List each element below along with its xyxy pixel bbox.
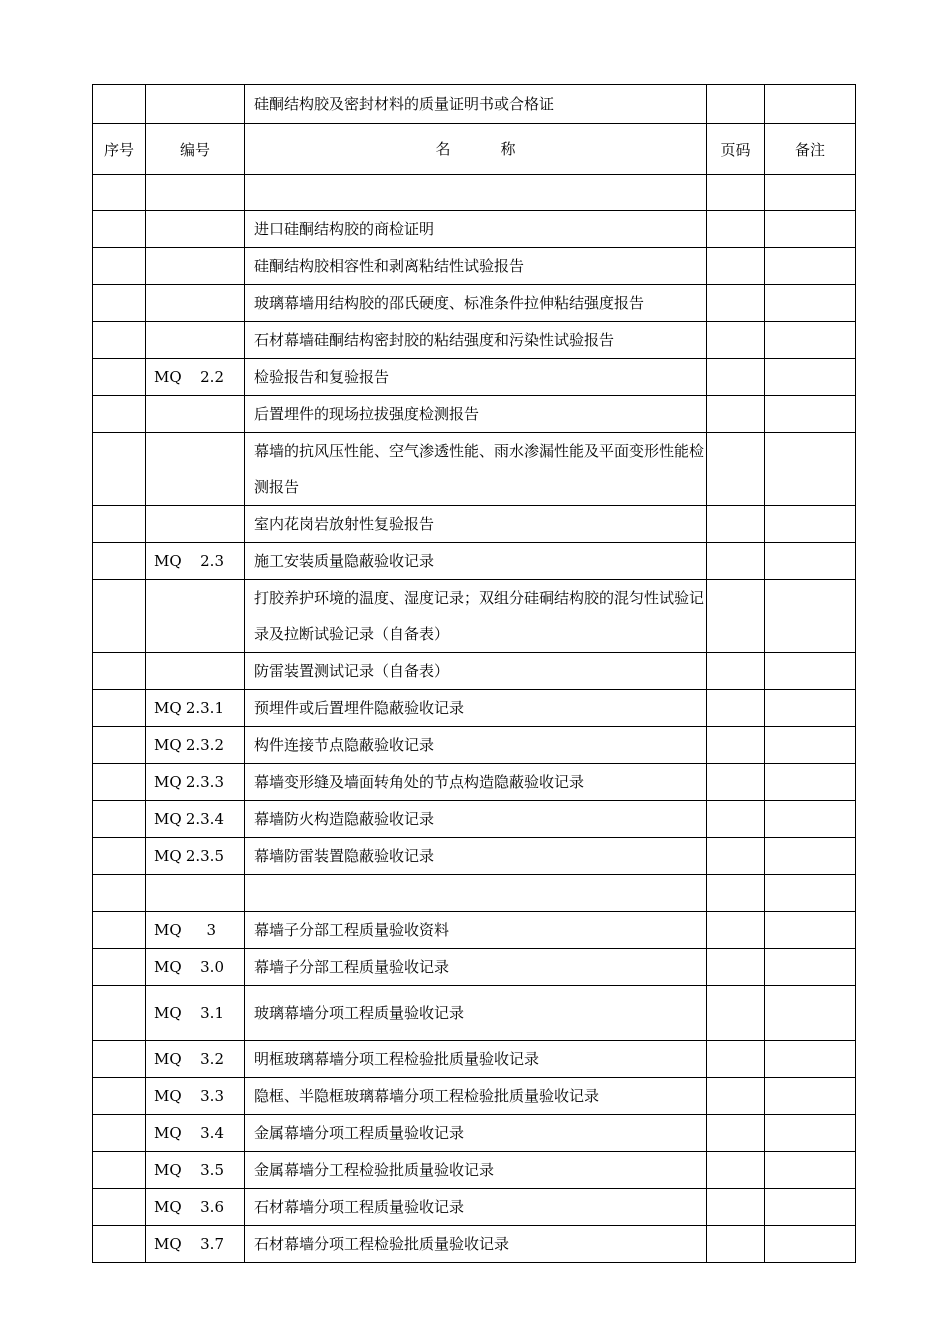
table-row bbox=[93, 653, 856, 690]
table-row bbox=[93, 1152, 856, 1189]
seq-cell bbox=[93, 85, 146, 124]
note-cell bbox=[765, 727, 856, 764]
code-wrap bbox=[154, 958, 224, 976]
table-row bbox=[93, 396, 856, 433]
note-cell bbox=[765, 396, 856, 433]
name-cell bbox=[245, 175, 707, 211]
header-name-right: 称 bbox=[500, 140, 516, 158]
code-wrap bbox=[154, 810, 224, 828]
seq-cell bbox=[93, 1152, 146, 1189]
code-prefix: MQ bbox=[154, 1198, 182, 1216]
code-cell bbox=[146, 727, 245, 764]
page-cell bbox=[707, 1226, 765, 1263]
page-cell bbox=[707, 506, 765, 543]
seq-cell bbox=[93, 1189, 146, 1226]
note-cell bbox=[765, 1189, 856, 1226]
code-cell bbox=[146, 690, 245, 727]
name-cell: 后置埋件的现场拉拔强度检测报告 bbox=[245, 396, 707, 433]
table-row bbox=[93, 543, 856, 580]
code-wrap bbox=[154, 921, 216, 939]
page-cell bbox=[707, 949, 765, 986]
header-name-left: 名 bbox=[435, 140, 451, 158]
name-cell: 检验报告和复验报告 bbox=[245, 359, 707, 396]
code-prefix: MQ bbox=[154, 552, 182, 570]
note-cell bbox=[765, 801, 856, 838]
page-cell bbox=[707, 85, 765, 124]
name-cell: 防雷装置测试记录（自备表） bbox=[245, 653, 707, 690]
code-cell bbox=[146, 1189, 245, 1226]
code-number: 3.5 bbox=[200, 1161, 224, 1179]
page-cell bbox=[707, 322, 765, 359]
code-wrap bbox=[154, 552, 224, 570]
code-number: 2.3.2 bbox=[185, 736, 224, 754]
table-row bbox=[93, 875, 856, 912]
code-cell bbox=[146, 1152, 245, 1189]
table-row bbox=[93, 690, 856, 727]
header-seq: 序号 bbox=[93, 124, 146, 175]
code-cell bbox=[146, 1078, 245, 1115]
code-prefix: MQ bbox=[154, 1050, 182, 1068]
note-cell bbox=[765, 690, 856, 727]
code-cell bbox=[146, 543, 245, 580]
seq-cell bbox=[93, 875, 146, 912]
page-cell bbox=[707, 764, 765, 801]
seq-cell bbox=[93, 986, 146, 1041]
code-prefix: MQ bbox=[154, 810, 182, 828]
code-wrap bbox=[154, 1198, 224, 1216]
name-cell: 幕墙防雷装置隐蔽验收记录 bbox=[245, 838, 707, 875]
table-row bbox=[93, 986, 856, 1041]
name-cell: 预埋件或后置埋件隐蔽验收记录 bbox=[245, 690, 707, 727]
seq-cell bbox=[93, 949, 146, 986]
code-number: 2.3 bbox=[200, 552, 224, 570]
header-page: 页码 bbox=[707, 124, 765, 175]
note-cell bbox=[765, 949, 856, 986]
seq-cell bbox=[93, 1078, 146, 1115]
table-row bbox=[93, 248, 856, 285]
code-prefix: MQ bbox=[154, 773, 182, 791]
code-wrap bbox=[154, 1124, 224, 1142]
table-row bbox=[93, 1041, 856, 1078]
name-cell: 明框玻璃幕墙分项工程检验批质量验收记录 bbox=[245, 1041, 707, 1078]
code-cell bbox=[146, 175, 245, 211]
code-cell bbox=[146, 875, 245, 912]
note-cell bbox=[765, 986, 856, 1041]
index-table-body bbox=[93, 85, 856, 1263]
table-row bbox=[93, 801, 856, 838]
name-cell: 石材幕墙分项工程检验批质量验收记录 bbox=[245, 1226, 707, 1263]
page-cell bbox=[707, 543, 765, 580]
note-cell bbox=[765, 764, 856, 801]
note-cell bbox=[765, 1041, 856, 1078]
table-row bbox=[93, 322, 856, 359]
note-cell bbox=[765, 912, 856, 949]
seq-cell bbox=[93, 1226, 146, 1263]
seq-cell bbox=[93, 653, 146, 690]
page-cell bbox=[707, 211, 765, 248]
name-cell: 隐框、半隐框玻璃幕墙分项工程检验批质量验收记录 bbox=[245, 1078, 707, 1115]
name-cell: 玻璃幕墙分项工程质量验收记录 bbox=[245, 986, 707, 1041]
page-cell bbox=[707, 580, 765, 653]
page-cell bbox=[707, 801, 765, 838]
name-cell: 幕墙的抗风压性能、空气渗透性能、雨水渗漏性能及平面变形性能检测报告 bbox=[245, 433, 707, 506]
code-prefix: MQ bbox=[154, 699, 182, 717]
seq-cell bbox=[93, 912, 146, 949]
table-row bbox=[93, 506, 856, 543]
code-prefix: MQ bbox=[154, 368, 182, 386]
table-row bbox=[93, 1226, 856, 1263]
code-number: 3.1 bbox=[200, 1004, 224, 1022]
note-cell bbox=[765, 543, 856, 580]
code-cell bbox=[146, 1115, 245, 1152]
code-number: 3.4 bbox=[200, 1124, 224, 1142]
code-cell bbox=[146, 285, 245, 322]
page-cell bbox=[707, 875, 765, 912]
code-prefix: MQ bbox=[154, 736, 182, 754]
page-cell bbox=[707, 396, 765, 433]
code-prefix: MQ bbox=[154, 958, 182, 976]
page-cell bbox=[707, 1189, 765, 1226]
name-cell: 幕墙子分部工程质量验收记录 bbox=[245, 949, 707, 986]
page-cell bbox=[707, 1152, 765, 1189]
table-row-top bbox=[93, 85, 856, 124]
page-cell bbox=[707, 986, 765, 1041]
seq-cell bbox=[93, 838, 146, 875]
code-number: 3.2 bbox=[200, 1050, 224, 1068]
name-cell: 幕墙变形缝及墙面转角处的节点构造隐蔽验收记录 bbox=[245, 764, 707, 801]
seq-cell bbox=[93, 1041, 146, 1078]
code-cell bbox=[146, 85, 245, 124]
note-cell bbox=[765, 506, 856, 543]
index-table bbox=[92, 84, 856, 1263]
seq-cell bbox=[93, 211, 146, 248]
page-cell bbox=[707, 433, 765, 506]
code-cell bbox=[146, 580, 245, 653]
code-cell bbox=[146, 912, 245, 949]
header-code: 编号 bbox=[146, 124, 245, 175]
seq-cell bbox=[93, 359, 146, 396]
code-prefix: MQ bbox=[154, 847, 182, 865]
table-row bbox=[93, 949, 856, 986]
table-row bbox=[93, 175, 856, 211]
code-number: 2.3.3 bbox=[185, 773, 224, 791]
code-prefix: MQ bbox=[154, 921, 182, 939]
table-row bbox=[93, 580, 856, 653]
header-name bbox=[245, 124, 707, 175]
code-number: 2.3.1 bbox=[185, 699, 224, 717]
code-cell bbox=[146, 1226, 245, 1263]
code-cell bbox=[146, 838, 245, 875]
header-note: 备注 bbox=[765, 124, 856, 175]
name-cell: 进口硅酮结构胶的商检证明 bbox=[245, 211, 707, 248]
note-cell bbox=[765, 433, 856, 506]
note-cell bbox=[765, 359, 856, 396]
code-number: 2.3.5 bbox=[185, 847, 224, 865]
seq-cell bbox=[93, 1115, 146, 1152]
code-number: 3.7 bbox=[200, 1235, 224, 1253]
seq-cell bbox=[93, 248, 146, 285]
page-cell bbox=[707, 1115, 765, 1152]
table-row bbox=[93, 211, 856, 248]
note-cell bbox=[765, 875, 856, 912]
code-wrap bbox=[154, 1161, 224, 1179]
name-cell: 幕墙防火构造隐蔽验收记录 bbox=[245, 801, 707, 838]
seq-cell bbox=[93, 175, 146, 211]
seq-cell bbox=[93, 322, 146, 359]
code-prefix: MQ bbox=[154, 1004, 182, 1022]
seq-cell bbox=[93, 727, 146, 764]
note-cell bbox=[765, 1226, 856, 1263]
page-cell bbox=[707, 285, 765, 322]
name-cell: 石材幕墙分项工程质量验收记录 bbox=[245, 1189, 707, 1226]
note-cell bbox=[765, 838, 856, 875]
page-cell bbox=[707, 912, 765, 949]
name-cell: 构件连接节点隐蔽验收记录 bbox=[245, 727, 707, 764]
note-cell bbox=[765, 322, 856, 359]
name-cell: 施工安装质量隐蔽验收记录 bbox=[245, 543, 707, 580]
page-cell bbox=[707, 838, 765, 875]
code-prefix: MQ bbox=[154, 1124, 182, 1142]
name-cell: 金属幕墙分工程检验批质量验收记录 bbox=[245, 1152, 707, 1189]
seq-cell bbox=[93, 764, 146, 801]
name-cell: 金属幕墙分项工程质量验收记录 bbox=[245, 1115, 707, 1152]
name-cell: 打胶养护环境的温度、湿度记录；双组分硅硐结构胶的混匀性试验记录及拉断试验记录（自备表） bbox=[245, 580, 707, 653]
code-prefix: MQ bbox=[154, 1161, 182, 1179]
code-cell bbox=[146, 211, 245, 248]
seq-cell bbox=[93, 690, 146, 727]
code-wrap bbox=[154, 1235, 224, 1253]
note-cell bbox=[765, 248, 856, 285]
code-cell bbox=[146, 506, 245, 543]
name-cell: 玻璃幕墙用结构胶的邵氏硬度、标准条件拉伸粘结强度报告 bbox=[245, 285, 707, 322]
page-cell bbox=[707, 175, 765, 211]
page-cell bbox=[707, 690, 765, 727]
note-cell bbox=[765, 85, 856, 124]
name-cell: 石材幕墙硅酮结构密封胶的粘结强度和污染性试验报告 bbox=[245, 322, 707, 359]
code-cell bbox=[146, 396, 245, 433]
seq-cell bbox=[93, 801, 146, 838]
note-cell bbox=[765, 285, 856, 322]
note-cell bbox=[765, 1152, 856, 1189]
page-cell bbox=[707, 653, 765, 690]
seq-cell bbox=[93, 396, 146, 433]
code-number: 2.2 bbox=[200, 368, 224, 386]
note-cell bbox=[765, 175, 856, 211]
code-wrap bbox=[154, 368, 224, 386]
code-cell bbox=[146, 949, 245, 986]
code-cell bbox=[146, 986, 245, 1041]
code-wrap bbox=[154, 847, 224, 865]
code-cell bbox=[146, 801, 245, 838]
table-row bbox=[93, 838, 856, 875]
note-cell bbox=[765, 1078, 856, 1115]
name-cell bbox=[245, 875, 707, 912]
code-cell bbox=[146, 1041, 245, 1078]
page-cell bbox=[707, 359, 765, 396]
code-cell bbox=[146, 653, 245, 690]
code-wrap bbox=[154, 736, 224, 754]
name-cell: 幕墙子分部工程质量验收资料 bbox=[245, 912, 707, 949]
code-number: 3.6 bbox=[200, 1198, 224, 1216]
page-cell bbox=[707, 248, 765, 285]
seq-cell bbox=[93, 543, 146, 580]
code-wrap bbox=[154, 773, 224, 791]
name-cell: 硅酮结构胶相容性和剥离粘结性试验报告 bbox=[245, 248, 707, 285]
code-number: 2.3.4 bbox=[185, 810, 224, 828]
table-row bbox=[93, 1189, 856, 1226]
code-wrap bbox=[154, 1050, 224, 1068]
note-cell bbox=[765, 1115, 856, 1152]
table-row bbox=[93, 764, 856, 801]
seq-cell bbox=[93, 506, 146, 543]
note-cell bbox=[765, 653, 856, 690]
table-row bbox=[93, 1078, 856, 1115]
code-cell bbox=[146, 433, 245, 506]
code-wrap bbox=[154, 1087, 224, 1105]
table-row bbox=[93, 285, 856, 322]
table-row bbox=[93, 433, 856, 506]
code-cell bbox=[146, 359, 245, 396]
code-number: 3 bbox=[206, 921, 216, 939]
name-cell: 室内花岗岩放射性复验报告 bbox=[245, 506, 707, 543]
code-cell bbox=[146, 248, 245, 285]
table-row bbox=[93, 912, 856, 949]
page-cell bbox=[707, 727, 765, 764]
table-row bbox=[93, 1115, 856, 1152]
code-prefix: MQ bbox=[154, 1235, 182, 1253]
code-wrap bbox=[154, 1004, 224, 1022]
seq-cell bbox=[93, 433, 146, 506]
seq-cell bbox=[93, 285, 146, 322]
page-cell bbox=[707, 1041, 765, 1078]
note-cell bbox=[765, 580, 856, 653]
code-cell bbox=[146, 322, 245, 359]
seq-cell bbox=[93, 580, 146, 653]
table-row bbox=[93, 727, 856, 764]
note-cell bbox=[765, 211, 856, 248]
code-number: 3.0 bbox=[200, 958, 224, 976]
code-prefix: MQ bbox=[154, 1087, 182, 1105]
table-header-row bbox=[93, 124, 856, 175]
code-cell bbox=[146, 764, 245, 801]
page-cell bbox=[707, 1078, 765, 1115]
table-row bbox=[93, 359, 856, 396]
name-cell: 硅酮结构胶及密封材料的质量证明书或合格证 bbox=[245, 85, 707, 124]
code-wrap bbox=[154, 699, 224, 717]
code-number: 3.3 bbox=[200, 1087, 224, 1105]
